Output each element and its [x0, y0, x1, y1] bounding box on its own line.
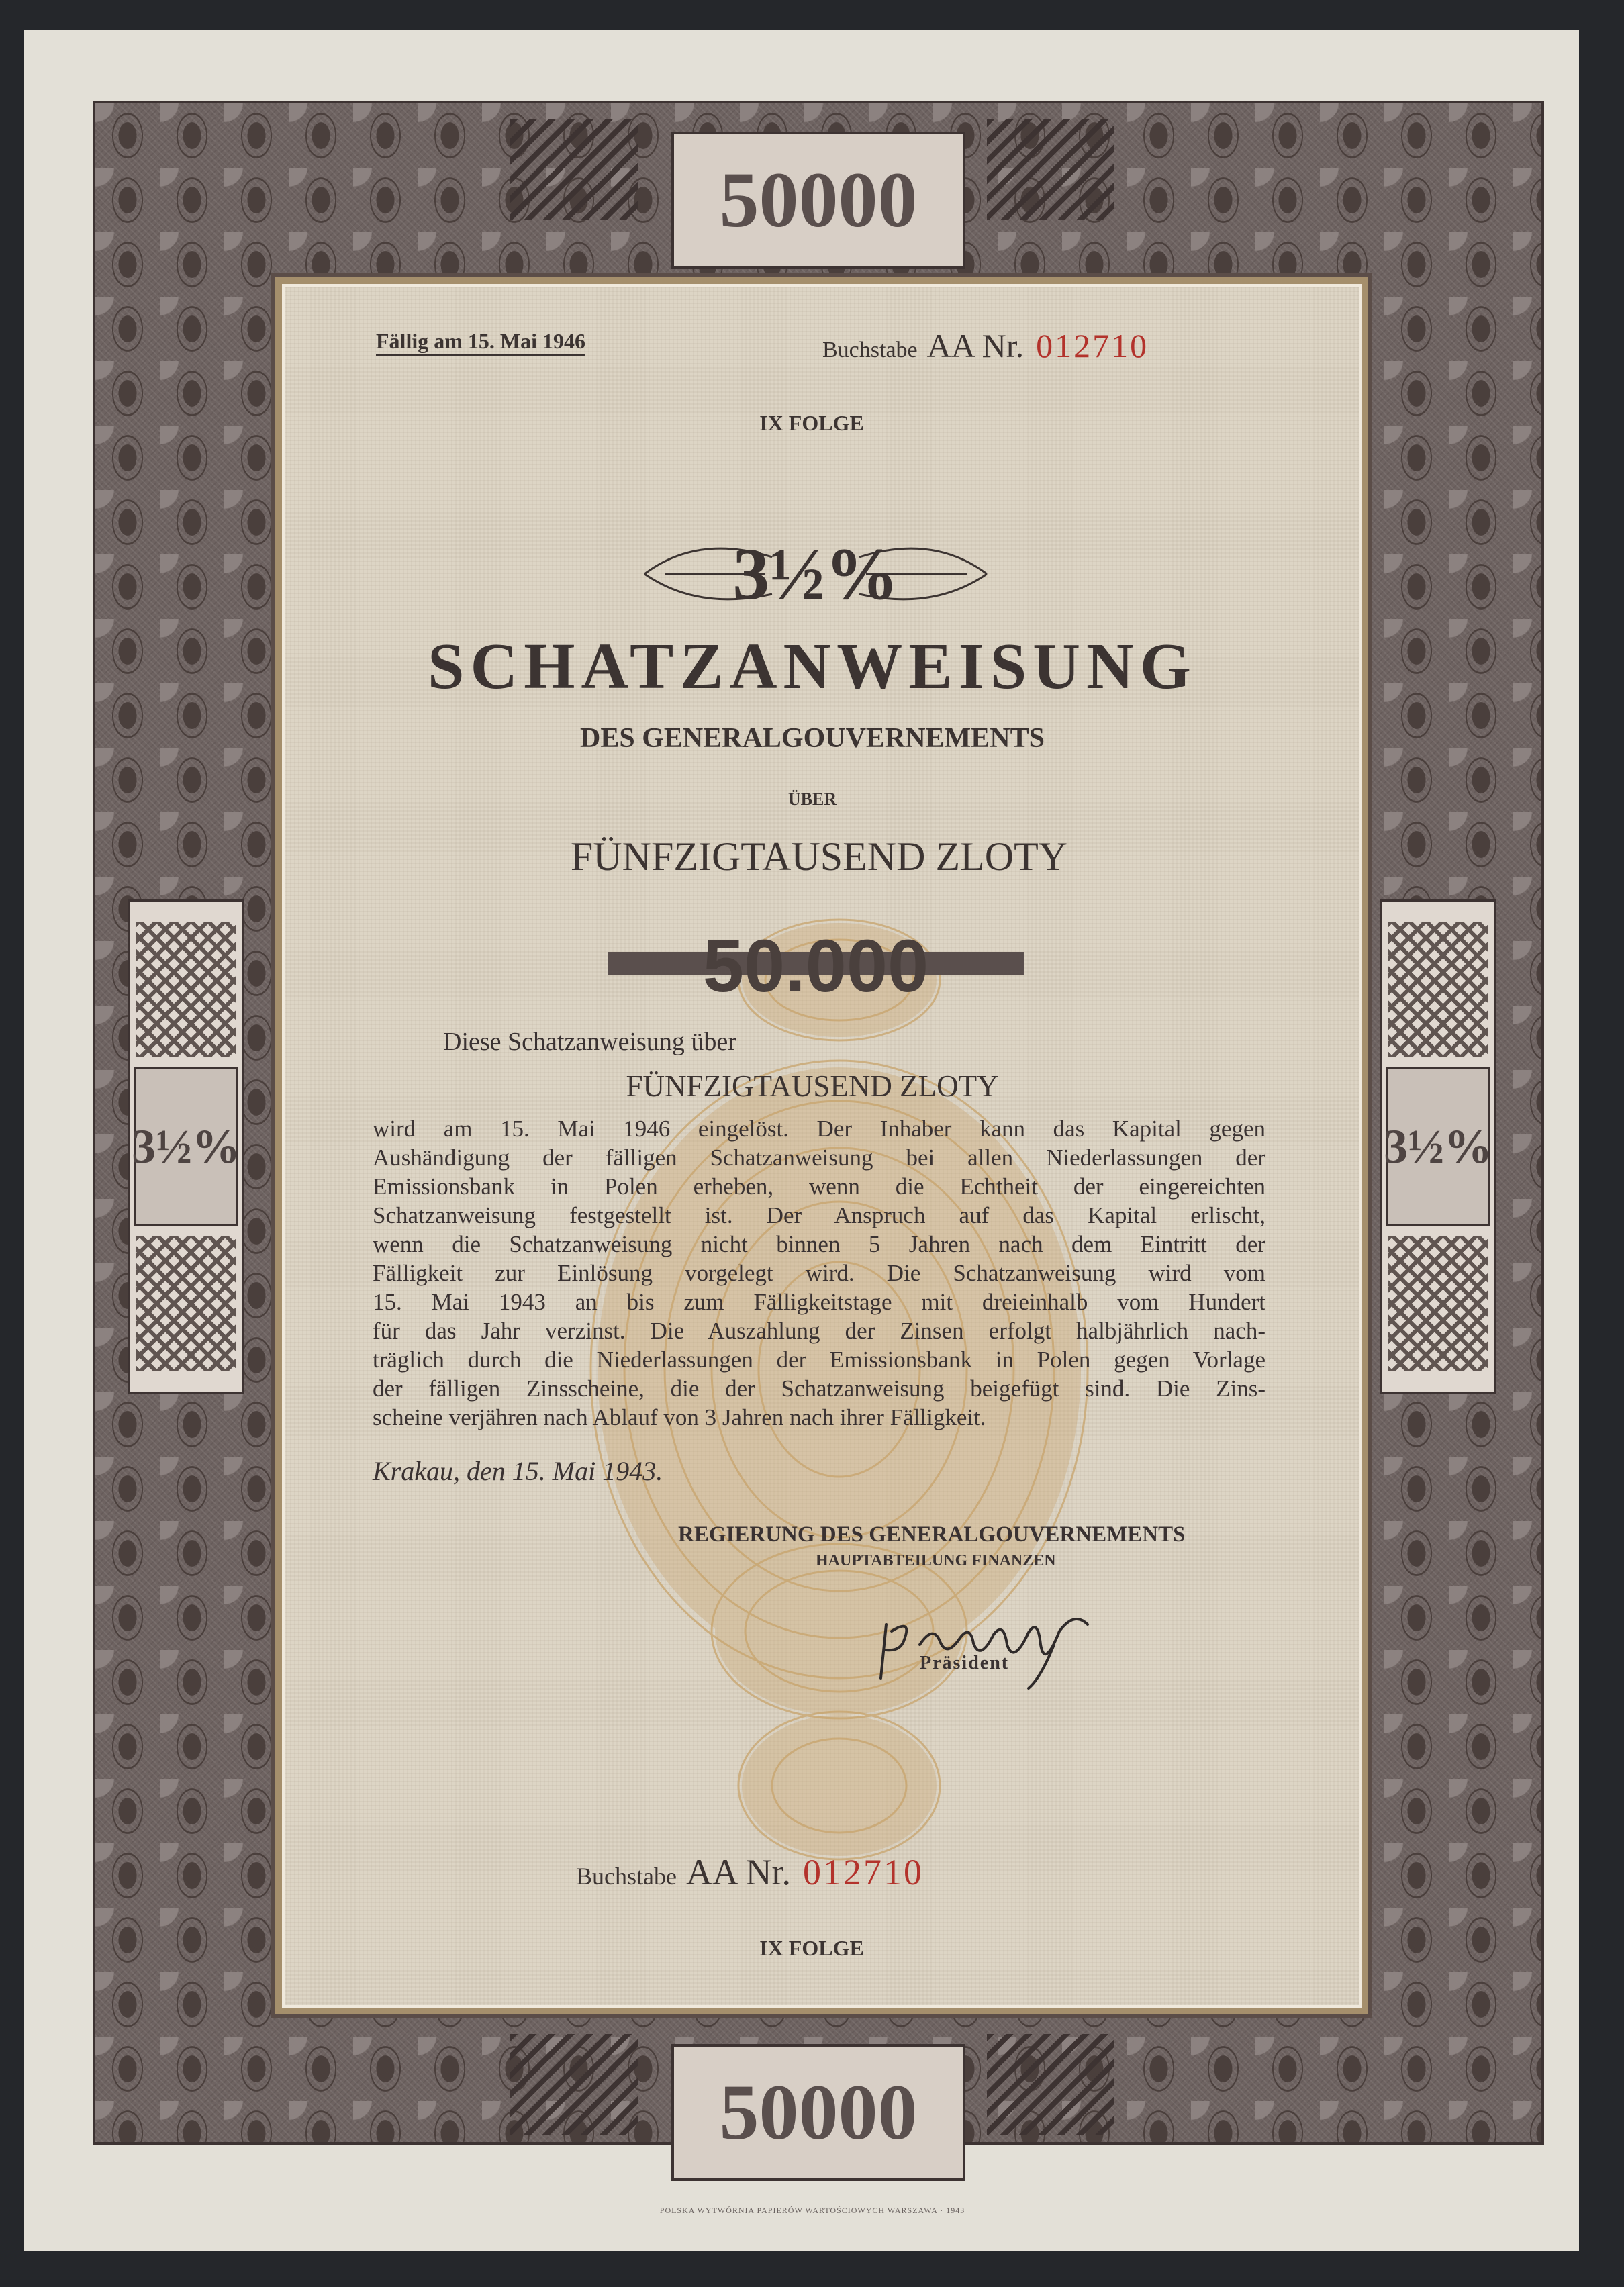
- issuer-dept: HAUPTABTEILUNG FINANZEN: [816, 1552, 1056, 1569]
- body-intro: Diese Schatzanweisung über: [443, 1028, 736, 1056]
- body-line: der fälligen Zinsscheine, die der Schatzanweisung beigefügt sind. Die Zins-: [373, 1375, 1265, 1402]
- place-date: Krakau, den 15. Mai 1943.: [373, 1456, 663, 1486]
- due-date: Fällig am 15. Mai 1946: [376, 329, 585, 356]
- side-panel-right: [1380, 899, 1496, 1394]
- serial-number: 012710: [802, 1852, 924, 1892]
- ornament-top-right: [987, 119, 1114, 220]
- ornament-left-upper: [136, 922, 236, 1057]
- body-line: 15. Mai 1943 an bis zum Fälligkeitstage mit dreieinhalb vom Hundert: [373, 1289, 1265, 1315]
- serial-letter-label: Buchstabe: [576, 1863, 677, 1890]
- document-title: SCHATZANWEISUNG: [427, 630, 1198, 703]
- serial-bottom: [576, 1851, 924, 1893]
- denomination-bottom: 50000: [671, 2044, 965, 2181]
- serial-top: [822, 326, 1149, 365]
- body-line: für das Jahr verzinst. Die Auszahlung der Zinsen erfolgt halbjährlich nach-: [373, 1318, 1265, 1344]
- side-rate-left: 3½%: [134, 1067, 238, 1226]
- body-line: wenn die Schatzanweisung nicht binnen 5 Jahren nach dem Eintritt der: [373, 1231, 1265, 1257]
- ornament-right-upper: [1388, 922, 1488, 1057]
- issuer: REGIERUNG DES GENERALGOUVERNEMENTS: [678, 1522, 1186, 1547]
- series-label: IX FOLGE: [759, 411, 864, 435]
- body-amount: FÜNFZIGTAUSEND ZLOTY: [626, 1069, 999, 1103]
- body-line: scheine verjähren nach Ablauf von 3 Jahren nach ihrer Fälligkeit.: [373, 1404, 986, 1430]
- ornament-top-left: [510, 119, 638, 220]
- document-subtitle: DES GENERALGOUVERNEMENTS: [580, 723, 1045, 754]
- side-panel-left: [128, 899, 244, 1394]
- over-label: ÜBER: [787, 789, 837, 809]
- ornament-bottom-left: [510, 2034, 638, 2135]
- serial-series: AA Nr.: [685, 1852, 791, 1892]
- serial-letter-label: Buchstabe: [822, 338, 918, 362]
- body-line: Schatzanweisung festgestellt ist. Der Anspruch auf das Kapital erlischt,: [373, 1202, 1265, 1228]
- body-text: [373, 1114, 1265, 1432]
- printer-imprint: POLSKA WYTWÓRNIA PAPIERÓW WARTOŚCIOWYCH WARSZAWA · 1943: [659, 2206, 965, 2215]
- side-rate-right: 3½%: [1386, 1067, 1490, 1226]
- signer-title: Präsident: [920, 1653, 1010, 1673]
- serial-series: AA Nr.: [926, 327, 1024, 364]
- serial-number: 012710: [1036, 327, 1149, 364]
- body-line: Aushändigung der fälligen Schatzanweisung bei allen Niederlassungen der: [373, 1145, 1265, 1171]
- amount-words: FÜNFZIGTAUSEND ZLOTY: [570, 834, 1068, 879]
- interest-rate: 3½%: [732, 533, 899, 615]
- bottom-series-label: IX FOLGE: [759, 1936, 864, 1960]
- body-line: wird am 15. Mai 1946 eingelöst. Der Inhaber kann das Kapital gegen: [373, 1116, 1265, 1142]
- ornament-left-lower: [136, 1236, 236, 1371]
- amount-figure: 50.000: [702, 925, 929, 1008]
- body-line: Emissionsbank in Polen erheben, wenn die Echtheit der eingereichten: [373, 1173, 1265, 1200]
- body-line: träglich durch die Niederlassungen der Emissionsbank in Polen gegen Vorlage: [373, 1347, 1265, 1373]
- signature: [873, 1604, 1101, 1692]
- ornament-bottom-right: [987, 2034, 1114, 2135]
- denomination-top: 50000: [671, 132, 965, 269]
- ornament-right-lower: [1388, 1236, 1488, 1371]
- body-line: Fälligkeit zur Einlösung vorgelegt wird. Die Schatzanweisung wird vom: [373, 1260, 1265, 1286]
